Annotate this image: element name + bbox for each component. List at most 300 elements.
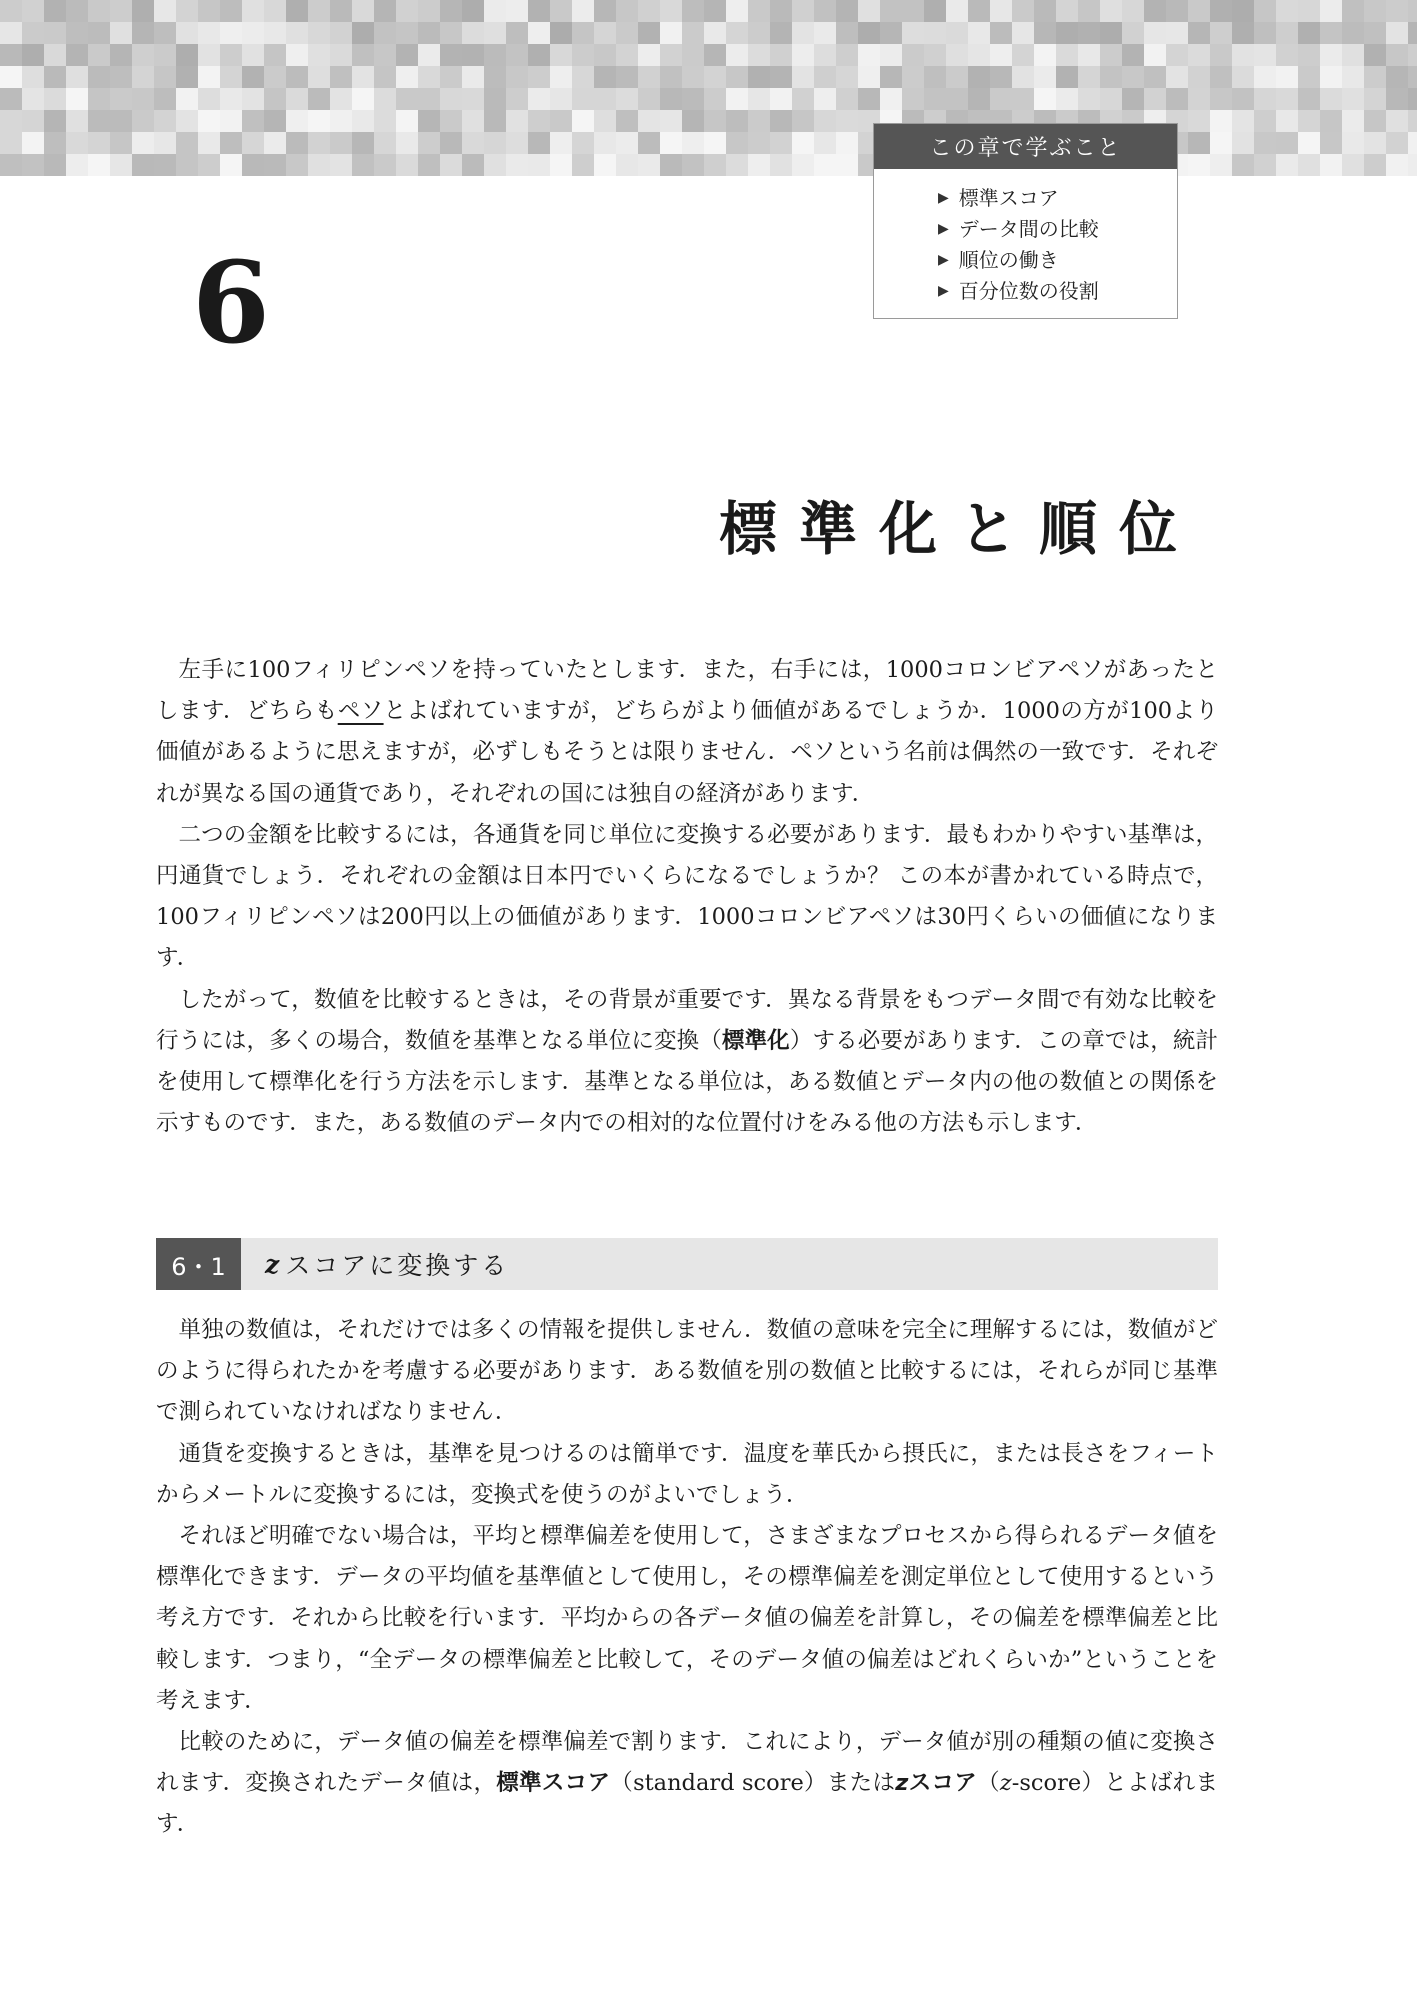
mosaic-tile <box>1100 22 1122 44</box>
mosaic-tile <box>638 88 660 110</box>
mosaic-tile <box>22 22 44 44</box>
mosaic-tile <box>308 66 330 88</box>
mosaic-tile <box>330 66 352 88</box>
mosaic-tile <box>418 110 440 132</box>
mosaic-tile <box>330 110 352 132</box>
triangle-bullet-icon: ▶ <box>938 252 949 268</box>
mosaic-tile <box>1056 44 1078 66</box>
mosaic-tile <box>88 132 110 154</box>
mosaic-tile <box>1188 0 1210 22</box>
mosaic-tile <box>286 154 308 176</box>
mosaic-tile <box>1408 0 1417 22</box>
mosaic-tile <box>660 66 682 88</box>
mosaic-tile <box>396 66 418 88</box>
mosaic-tile <box>22 132 44 154</box>
mosaic-tile <box>968 66 990 88</box>
mosaic-tile <box>1056 22 1078 44</box>
mosaic-tile <box>484 154 506 176</box>
mosaic-tile <box>616 132 638 154</box>
mosaic-tile <box>374 44 396 66</box>
mosaic-tile <box>308 132 330 154</box>
mosaic-tile <box>88 66 110 88</box>
mosaic-tile <box>484 88 506 110</box>
mosaic-tile <box>506 66 528 88</box>
mosaic-tile <box>814 22 836 44</box>
mosaic-tile <box>154 88 176 110</box>
mosaic-tile <box>836 66 858 88</box>
mosaic-tile <box>484 0 506 22</box>
mosaic-tile <box>1254 154 1276 176</box>
mosaic-tile <box>154 66 176 88</box>
mosaic-tile <box>22 44 44 66</box>
mosaic-tile <box>638 66 660 88</box>
mosaic-tile <box>902 88 924 110</box>
mosaic-tile <box>1320 0 1342 22</box>
header-mosaic-decoration <box>0 0 1417 196</box>
mosaic-tile <box>924 0 946 22</box>
mosaic-tile <box>682 66 704 88</box>
mosaic-tile <box>616 44 638 66</box>
mosaic-tile <box>1210 110 1232 132</box>
mosaic-tile <box>858 66 880 88</box>
mosaic-tile <box>792 0 814 22</box>
mosaic-tile <box>528 132 550 154</box>
mosaic-tile <box>1056 66 1078 88</box>
mosaic-tile <box>858 44 880 66</box>
mosaic-tile <box>1276 88 1298 110</box>
mosaic-tile <box>616 66 638 88</box>
mosaic-tile <box>770 110 792 132</box>
mosaic-tile <box>1166 88 1188 110</box>
mosaic-tile <box>110 154 132 176</box>
mosaic-tile <box>1188 88 1210 110</box>
mosaic-tile <box>1408 22 1417 44</box>
mosaic-tile <box>1122 0 1144 22</box>
mosaic-tile <box>440 88 462 110</box>
mosaic-tile <box>176 22 198 44</box>
mosaic-tile <box>1254 66 1276 88</box>
mosaic-tile <box>176 44 198 66</box>
mosaic-tile <box>1100 0 1122 22</box>
mosaic-tile <box>726 110 748 132</box>
mosaic-tile <box>396 22 418 44</box>
mosaic-tile <box>440 0 462 22</box>
mosaic-tile <box>374 22 396 44</box>
intro-paragraph-1: 左手に100フィリピンペソを持っていたとします．また，右手には，1000コロンビアペソがあったとします．どちらもペソとよばれていますが，どちらがより価値があるでしょうか．1000の方が100より価値があるように思えますが，必ずしもそうとは限りません．ペソという名前は偶然の一致です．それぞれが異なる国の通貨であり，それぞれの国には独自の経済があります． <box>156 657 1218 807</box>
mosaic-tile <box>1298 66 1320 88</box>
mosaic-tile <box>1342 44 1364 66</box>
mosaic-tile <box>440 66 462 88</box>
mosaic-tile <box>748 22 770 44</box>
mosaic-tile <box>594 22 616 44</box>
mosaic-tile <box>506 88 528 110</box>
mosaic-tile <box>1144 66 1166 88</box>
mosaic-tile <box>220 0 242 22</box>
mosaic-tile <box>1298 88 1320 110</box>
mosaic-tile <box>0 154 22 176</box>
mosaic-tile <box>1386 66 1408 88</box>
triangle-bullet-icon: ▶ <box>938 283 949 299</box>
mosaic-tile <box>1034 88 1056 110</box>
mosaic-tile <box>242 88 264 110</box>
mosaic-tile <box>66 22 88 44</box>
mosaic-tile <box>594 132 616 154</box>
mosaic-tile <box>1342 22 1364 44</box>
mosaic-tile <box>176 132 198 154</box>
mosaic-tile <box>1012 44 1034 66</box>
mosaic-tile <box>1012 66 1034 88</box>
mosaic-tile <box>1188 44 1210 66</box>
mosaic-tile <box>594 88 616 110</box>
mosaic-tile <box>550 110 572 132</box>
mosaic-tile <box>374 110 396 132</box>
bold-term: 標準スコア <box>496 1770 611 1797</box>
mosaic-tile <box>814 110 836 132</box>
mosaic-tile <box>330 22 352 44</box>
mosaic-tile <box>286 44 308 66</box>
mosaic-tile <box>1122 66 1144 88</box>
mosaic-tile <box>594 66 616 88</box>
mosaic-tile <box>792 22 814 44</box>
mosaic-tile <box>308 22 330 44</box>
bold-term: 標準化 <box>721 1027 790 1054</box>
mosaic-tile <box>484 22 506 44</box>
mosaic-tile <box>748 66 770 88</box>
mosaic-tile <box>242 22 264 44</box>
mosaic-tile <box>66 132 88 154</box>
mosaic-tile <box>1122 88 1144 110</box>
mosaic-tile <box>550 44 572 66</box>
mosaic-tile <box>528 66 550 88</box>
mosaic-tile <box>242 110 264 132</box>
mosaic-tile <box>1056 0 1078 22</box>
mosaic-tile <box>352 110 374 132</box>
mosaic-tile <box>88 44 110 66</box>
mosaic-tile <box>638 22 660 44</box>
mosaic-tile <box>528 110 550 132</box>
mosaic-tile <box>1232 66 1254 88</box>
mosaic-tile <box>968 44 990 66</box>
mosaic-tile <box>440 110 462 132</box>
mosaic-tile <box>550 66 572 88</box>
mosaic-tile <box>550 132 572 154</box>
mosaic-tile <box>330 154 352 176</box>
mosaic-tile <box>462 66 484 88</box>
mosaic-tile <box>572 0 594 22</box>
mosaic-tile <box>484 110 506 132</box>
mosaic-tile <box>682 132 704 154</box>
mosaic-tile <box>682 154 704 176</box>
mosaic-tile <box>220 22 242 44</box>
mosaic-tile <box>264 88 286 110</box>
mosaic-tile <box>880 22 902 44</box>
mosaic-tile <box>880 0 902 22</box>
mosaic-tile <box>418 88 440 110</box>
mosaic-tile <box>374 154 396 176</box>
mosaic-tile <box>506 44 528 66</box>
mosaic-tile <box>154 22 176 44</box>
mosaic-tile <box>682 44 704 66</box>
mosaic-tile <box>308 154 330 176</box>
mosaic-tile <box>110 88 132 110</box>
mosaic-tile <box>726 22 748 44</box>
mosaic-tile <box>220 110 242 132</box>
mosaic-tile <box>242 44 264 66</box>
mosaic-tile <box>572 88 594 110</box>
mosaic-tile <box>132 44 154 66</box>
intro-paragraph-3: したがって，数値を比較するときは，その背景が重要です．異なる背景をもつデータ間で有効な比較を行うには，多くの場合，数値を基準となる単位に変換（標準化）する必要があります．この章では，統計を使用して標準化を行う方法を示します．基準となる単位は，ある数値とデータ内の他の数値との関係を示すものです．また，ある数値のデータ内での相対的な位置付けをみる他の方法も示します． <box>156 986 1218 1137</box>
learning-goal-item <box>938 245 1177 276</box>
section-body-text <box>156 1310 1218 1846</box>
mosaic-tile <box>1166 22 1188 44</box>
mosaic-tile <box>110 0 132 22</box>
mosaic-tile <box>352 132 374 154</box>
triangle-bullet-icon: ▶ <box>938 190 949 206</box>
mosaic-tile <box>1254 132 1276 154</box>
mosaic-tile <box>330 132 352 154</box>
mosaic-tile <box>418 0 440 22</box>
mosaic-tile <box>748 44 770 66</box>
mosaic-tile <box>770 132 792 154</box>
mosaic-tile <box>616 110 638 132</box>
mosaic-tile <box>462 110 484 132</box>
learning-goals-list <box>874 169 1177 307</box>
mosaic-tile <box>1320 88 1342 110</box>
mosaic-tile <box>154 110 176 132</box>
mosaic-tile <box>572 22 594 44</box>
mosaic-tile <box>1078 44 1100 66</box>
mosaic-tile <box>814 44 836 66</box>
mosaic-tile <box>264 0 286 22</box>
mosaic-tile <box>506 22 528 44</box>
mosaic-tile <box>176 154 198 176</box>
mosaic-tile <box>0 22 22 44</box>
mosaic-tile <box>506 132 528 154</box>
mosaic-tile <box>792 154 814 176</box>
mosaic-tile <box>1276 132 1298 154</box>
mosaic-tile <box>88 0 110 22</box>
mosaic-tile <box>1100 66 1122 88</box>
mosaic-tile <box>1386 132 1408 154</box>
mosaic-tile <box>528 22 550 44</box>
mosaic-tile <box>616 88 638 110</box>
mosaic-tile <box>836 110 858 132</box>
mosaic-tile <box>264 66 286 88</box>
mosaic-tile <box>682 110 704 132</box>
mosaic-tile <box>1386 110 1408 132</box>
mosaic-tile <box>154 154 176 176</box>
mosaic-tile <box>924 66 946 88</box>
mosaic-tile <box>1408 88 1417 110</box>
mosaic-tile <box>1122 22 1144 44</box>
mosaic-tile <box>462 0 484 22</box>
intro-text <box>156 650 1218 1144</box>
mosaic-tile <box>1386 44 1408 66</box>
mosaic-tile <box>1254 110 1276 132</box>
mosaic-tile <box>66 110 88 132</box>
mosaic-tile <box>484 66 506 88</box>
mosaic-tile <box>88 154 110 176</box>
mosaic-tile <box>1276 0 1298 22</box>
mosaic-tile <box>682 22 704 44</box>
mosaic-tile <box>550 88 572 110</box>
mosaic-tile <box>704 88 726 110</box>
mosaic-tile <box>1364 22 1386 44</box>
mosaic-tile <box>682 0 704 22</box>
mosaic-tile <box>110 110 132 132</box>
mosaic-tile <box>704 0 726 22</box>
mosaic-tile <box>44 66 66 88</box>
mosaic-tile <box>858 88 880 110</box>
mosaic-tile <box>220 44 242 66</box>
mosaic-tile <box>44 0 66 22</box>
mosaic-tile <box>1320 132 1342 154</box>
mosaic-tile <box>286 132 308 154</box>
mosaic-tile <box>110 66 132 88</box>
mosaic-tile <box>418 22 440 44</box>
mosaic-tile <box>616 154 638 176</box>
mosaic-tile <box>880 66 902 88</box>
mosaic-tile <box>748 110 770 132</box>
mosaic-tile <box>594 0 616 22</box>
mosaic-pattern <box>0 0 1417 196</box>
mosaic-tile <box>1232 22 1254 44</box>
triangle-bullet-icon: ▶ <box>938 221 949 237</box>
mosaic-tile <box>1386 154 1408 176</box>
mosaic-tile <box>946 66 968 88</box>
mosaic-tile <box>132 132 154 154</box>
mosaic-tile <box>858 0 880 22</box>
mosaic-tile <box>0 110 22 132</box>
mosaic-tile <box>572 132 594 154</box>
mosaic-tile <box>1210 44 1232 66</box>
mosaic-tile <box>1012 88 1034 110</box>
mosaic-tile <box>638 0 660 22</box>
mosaic-tile <box>1144 88 1166 110</box>
mosaic-tile <box>1232 110 1254 132</box>
mosaic-tile <box>924 88 946 110</box>
mosaic-tile <box>440 154 462 176</box>
learning-goal-label: 順位の働き <box>958 248 1059 272</box>
mosaic-tile <box>1144 44 1166 66</box>
mosaic-tile <box>462 22 484 44</box>
mosaic-tile <box>836 154 858 176</box>
mosaic-tile <box>308 88 330 110</box>
mosaic-tile <box>264 44 286 66</box>
mosaic-tile <box>836 88 858 110</box>
mosaic-tile <box>1364 132 1386 154</box>
mosaic-tile <box>440 132 462 154</box>
mosaic-tile <box>1364 110 1386 132</box>
mosaic-tile <box>264 22 286 44</box>
mosaic-tile <box>660 110 682 132</box>
mosaic-tile <box>242 154 264 176</box>
mosaic-tile <box>1298 44 1320 66</box>
mosaic-tile <box>1210 132 1232 154</box>
mosaic-tile <box>1144 22 1166 44</box>
mosaic-tile <box>594 44 616 66</box>
mosaic-tile <box>946 22 968 44</box>
mosaic-tile <box>572 66 594 88</box>
mosaic-tile <box>594 110 616 132</box>
mosaic-tile <box>110 132 132 154</box>
mosaic-tile <box>66 88 88 110</box>
mosaic-tile <box>1364 0 1386 22</box>
mosaic-tile <box>1298 132 1320 154</box>
mosaic-tile <box>1166 0 1188 22</box>
mosaic-tile <box>110 22 132 44</box>
mosaic-tile <box>1012 22 1034 44</box>
mosaic-tile <box>1210 0 1232 22</box>
mosaic-tile <box>418 44 440 66</box>
mosaic-tile <box>726 66 748 88</box>
mosaic-tile <box>506 154 528 176</box>
mosaic-tile <box>1342 0 1364 22</box>
mosaic-tile <box>1210 66 1232 88</box>
mosaic-tile <box>1210 22 1232 44</box>
mosaic-tile <box>924 44 946 66</box>
mosaic-tile <box>418 132 440 154</box>
mosaic-tile <box>660 0 682 22</box>
mosaic-tile <box>352 0 374 22</box>
mosaic-tile <box>1078 22 1100 44</box>
mosaic-tile <box>660 88 682 110</box>
mosaic-tile <box>132 110 154 132</box>
mosaic-tile <box>0 88 22 110</box>
mosaic-tile <box>528 44 550 66</box>
mosaic-tile <box>1320 154 1342 176</box>
mosaic-tile <box>1408 110 1417 132</box>
mosaic-tile <box>198 110 220 132</box>
mosaic-tile <box>286 66 308 88</box>
mosaic-tile <box>352 154 374 176</box>
mosaic-tile <box>396 88 418 110</box>
mosaic-tile <box>44 44 66 66</box>
mosaic-tile <box>330 0 352 22</box>
mosaic-tile <box>836 22 858 44</box>
mosaic-tile <box>660 154 682 176</box>
mosaic-tile <box>1078 0 1100 22</box>
mosaic-tile <box>176 66 198 88</box>
mosaic-tile <box>1364 44 1386 66</box>
mosaic-tile <box>132 88 154 110</box>
mosaic-tile <box>528 154 550 176</box>
mosaic-tile <box>374 66 396 88</box>
mosaic-tile <box>220 88 242 110</box>
mosaic-tile <box>704 132 726 154</box>
mosaic-tile <box>792 44 814 66</box>
mosaic-tile <box>264 132 286 154</box>
mosaic-tile <box>990 44 1012 66</box>
mosaic-tile <box>748 0 770 22</box>
mosaic-tile <box>1342 88 1364 110</box>
mosaic-tile <box>1232 44 1254 66</box>
mosaic-tile <box>572 44 594 66</box>
mosaic-tile <box>1122 44 1144 66</box>
mosaic-tile <box>418 66 440 88</box>
mosaic-tile <box>1298 0 1320 22</box>
mosaic-tile <box>44 110 66 132</box>
mosaic-tile <box>704 22 726 44</box>
mosaic-tile <box>198 0 220 22</box>
learning-goal-item <box>938 276 1177 307</box>
mosaic-tile <box>418 154 440 176</box>
mosaic-tile <box>902 0 924 22</box>
mosaic-tile <box>132 22 154 44</box>
mosaic-tile <box>1210 88 1232 110</box>
mosaic-tile <box>1078 88 1100 110</box>
mosaic-tile <box>902 66 924 88</box>
